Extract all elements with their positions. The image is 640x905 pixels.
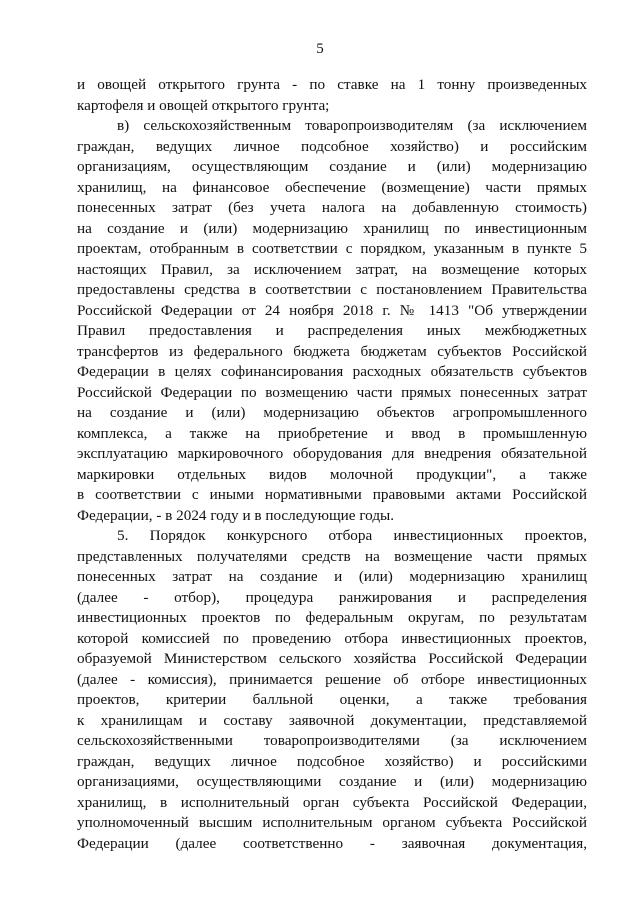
- text-line: предоставлены средства в соответствии с постановлением Правительства: [77, 281, 587, 298]
- text-line: маркировки отдельных видов молочной продукции", а также: [77, 465, 587, 483]
- text-line: уполномоченный высшим исполнительным органом субъекта Российской: [77, 814, 587, 831]
- text-line: Российской Федерации по возмещению части прямых понесенных затрат: [77, 383, 587, 401]
- text-line: 5. Порядок конкурсного отбора инвестиционных проектов,: [117, 527, 587, 544]
- text-line: в) сельскохозяйственным товаропроизводителям (за исключением: [117, 117, 587, 134]
- text-line: на создание и (или) модернизацию хранилищ по инвестиционным: [77, 219, 587, 237]
- text-line: настоящих Правил, за исключением затрат, на возмещение которых: [77, 260, 587, 278]
- text-line: Федерации (далее соответственно - заявочная документация,: [77, 834, 587, 852]
- text-line: в соответствии с иными нормативными правовыми актами Российской: [77, 486, 587, 503]
- text-line: проектам, отобранным в соответствии с порядком, указанным в пункте 5: [77, 240, 587, 257]
- text-line: сельскохозяйственными товаропроизводителями (за исключением: [77, 732, 587, 749]
- text-line: понесенных затрат на создание и (или) модернизацию хранилищ: [77, 568, 587, 585]
- text-line: Правил предоставления и распределения иных межбюджетных: [77, 322, 587, 339]
- text-line: комплекса, а также на приобретение и ввод в промышленную: [77, 424, 587, 442]
- text-line: Федерации в целях софинансирования расходных обязательств субъектов: [77, 363, 587, 380]
- text-line: которой комиссией по проведению отбора инвестиционных проектов,: [77, 629, 587, 647]
- text-line: эксплуатацию маркировочного оборудования для внедрения обязательной: [77, 445, 587, 462]
- text-line: Федерации, - в 2024 году и в последующие годы.: [77, 506, 395, 524]
- body-text: [77, 75, 587, 854]
- page-number: 5: [316, 41, 324, 57]
- text-line: Российской Федерации от 24 ноября 2018 г. № 1413 "Об утверждении: [77, 301, 587, 319]
- text-line: на создание и (или) модернизацию объектов агропромышленного: [77, 404, 587, 421]
- text-line: понесенных затрат (без учета налога на добавленную стоимость): [77, 199, 587, 216]
- text-line: граждан, ведущих личное подсобное хозяйство) и российскими: [77, 752, 587, 770]
- text-line: инвестиционных проектов по федеральным округам, по результатам: [77, 609, 587, 626]
- text-line: картофеля и овощей открытого грунта;: [77, 96, 330, 114]
- text-line: организациями, осуществляющими создание и (или) модернизацию: [77, 773, 587, 790]
- text-line: проектов, критерии балльной оценки, а также требования: [77, 691, 587, 708]
- text-line: хранилищ, в исполнительный орган субъекта Российской Федерации,: [77, 793, 587, 811]
- text-line: представленных получателями средств на возмещение части прямых: [77, 547, 587, 565]
- text-line: (далее - комиссия), принимается решение об отборе инвестиционных: [77, 670, 587, 688]
- text-line: граждан, ведущих личное подсобное хозяйство) и российским: [77, 137, 587, 155]
- text-line: и овощей открытого грунта - по ставке на 1 тонну произведенных: [77, 76, 587, 93]
- text-line: (далее - отбор), процедура ранжирования и распределения: [77, 588, 587, 606]
- text-line: организациям, осуществляющим создание и (или) модернизацию: [77, 158, 587, 175]
- text-line: хранилищ, на финансовое обеспечение (возмещение) части прямых: [77, 178, 587, 196]
- text-line: трансфертов из федерального бюджета бюджетам субъектов Российской: [77, 342, 587, 360]
- text-line: образуемой Министерством сельского хозяйства Российской Федерации: [77, 650, 587, 667]
- text-line: к хранилищам и составу заявочной документации, представляемой: [77, 711, 587, 729]
